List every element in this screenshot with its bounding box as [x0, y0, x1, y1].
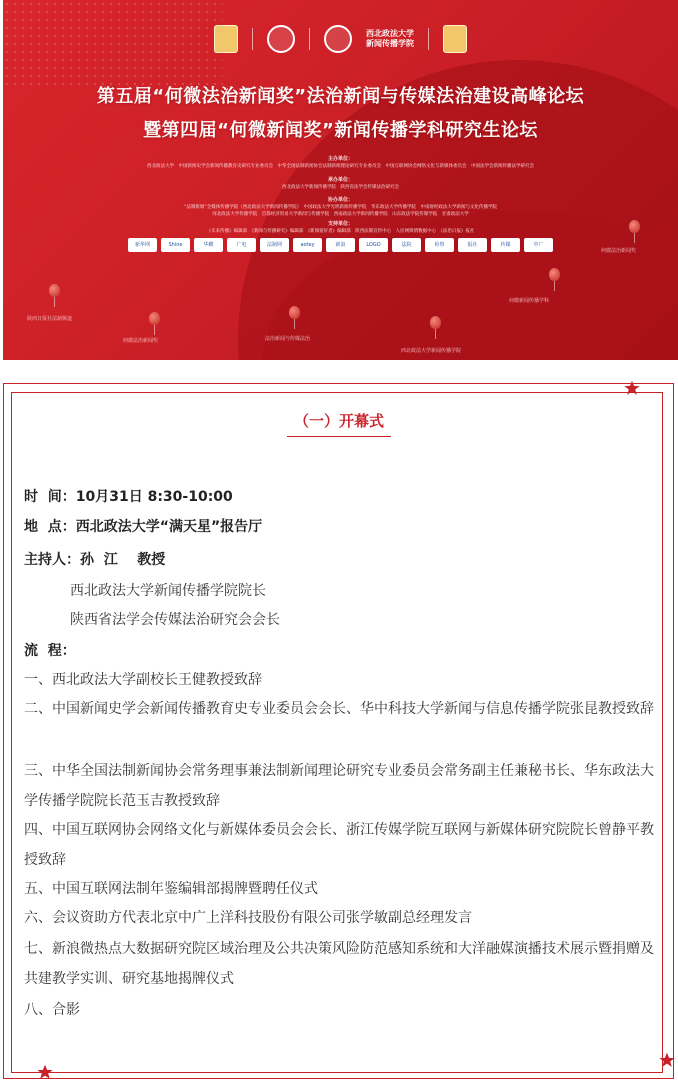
balloon-caption: 陕西日报社法制频道 — [27, 316, 73, 322]
host-row — [24, 545, 660, 575]
balloon-caption: 何微法治新闻奖 — [123, 338, 159, 344]
time-label: 时 间： — [24, 489, 76, 505]
sponsor-logo: 新华网 — [128, 238, 157, 252]
school-logo-text: 西北政法大学 新闻传播学院 — [366, 29, 414, 48]
agenda-item: 六、会议资助方代表北京中广上洋科技股份有限公司张学敏副总经理发言 — [24, 910, 472, 926]
banner-logos — [3, 24, 678, 54]
supporters-line: 《未来传播》编辑部 《新闻与传播研究》编辑部 《新闻爱好者》编辑部 陕西法制宣传中心 人民网舆情数据中心 《法治日报》报社 — [206, 229, 475, 234]
sponsor-logo: 新浪 — [326, 238, 355, 252]
time-row — [24, 482, 660, 512]
portrait-logo-icon — [443, 25, 467, 53]
balloon-caption: 西北政法大学新闻传播学院 — [401, 348, 462, 354]
sponsor-logo: 检察 — [425, 238, 454, 252]
balloon-caption: 何微法治新闻奖 — [601, 248, 637, 254]
sponsor-logo: Shine — [161, 238, 190, 252]
school-emblem-icon — [324, 25, 352, 53]
balloon-icon — [289, 306, 300, 319]
logo-divider — [309, 28, 310, 50]
sponsor-logo: 华麒 — [194, 238, 223, 252]
hosts-line: 西北政法大学新闻传播学院 陕西省法学会传媒法治研究会 — [282, 185, 399, 190]
supporters-heading: 支持单位： — [327, 221, 353, 227]
sponsor-logo: 广电 — [227, 238, 256, 252]
place-label: 地 点： — [24, 519, 76, 535]
logo-divider — [252, 28, 253, 50]
balloon-icon — [629, 220, 640, 233]
event-banner — [3, 0, 678, 360]
sponsor-logo: 中广 — [524, 238, 553, 252]
balloon-icon — [430, 316, 441, 329]
agenda-item: 五、中国互联网法制年鉴编辑部揭牌暨聘任仪式 — [24, 881, 318, 897]
organizers-block — [3, 156, 678, 170]
co-organizers-line: 河北政法大学传播学院 首都经济贸易大学新闻与传播学院 西南政法大学新闻传播学院 山东政法学院传媒学院 甘肃政法大学 — [212, 212, 469, 217]
organizers-heading: 主办单位： — [327, 156, 353, 162]
process-row — [24, 636, 660, 666]
sponsor-logo-row — [3, 238, 678, 252]
host-label: 主持人： — [24, 552, 80, 568]
place-row — [24, 512, 660, 542]
agenda-item: 一、西北政法大学副校长王健教授致辞 — [24, 672, 262, 688]
host-value: 孙 江 教授 — [80, 552, 166, 568]
supporters-block — [3, 221, 678, 235]
place-value: 西北政法大学“满天星”报告厅 — [75, 519, 263, 535]
hosts-block — [3, 177, 678, 191]
agenda-item: 七、新浪微热点大数据研究院区域治理及公共决策风险防范感知系统和大洋融媒演播技术展示暨捐赠及共建教学实训、研究基地揭牌仪式 — [24, 941, 654, 987]
sponsor-logo: 报社 — [458, 238, 487, 252]
agenda-item: 四、中国互联网协会网络文化与新媒体委员会会长、浙江传媒学院互联网与新媒体研究院院长曾静平教授致辞 — [24, 822, 654, 868]
star-icon — [624, 380, 640, 396]
university-seal-icon — [267, 25, 295, 53]
co-organizers-block — [3, 197, 678, 218]
balloon-caption: 法治新闻与传媒法治 — [265, 336, 311, 342]
star-icon — [659, 1052, 675, 1068]
balloon-icon — [149, 312, 160, 325]
organizers-line: 西北政法大学 中国新闻史学会新闻传播教育史研究专业委员会 中华全国法制新闻协会法制新闻理论研究专业委员会 中国互联网协会网络文化与新媒体委员会 中国法学会新闻传播法学研究会 — [147, 164, 534, 169]
portrait-logo-icon — [214, 25, 238, 53]
balloon-caption: 何微新闻传播学科 — [509, 298, 550, 304]
section-title: （一）开幕式 — [293, 412, 384, 430]
co-organizers-line: “法制新闻”全媒体传播学院（西北政法大学新闻传播学院） 中国政法大学光明新闻传播学院 华东政法大学传播学院 中南财经政法大学新闻与文化传播学院 — [184, 205, 497, 210]
host-title: 西北政法大学新闻传播学院院长 — [70, 583, 266, 599]
logo-divider — [428, 28, 429, 50]
section-title-underline — [287, 436, 391, 437]
sponsor-logo: aotey — [293, 238, 322, 252]
star-icon — [37, 1064, 53, 1080]
agenda-item: 二、中国新闻史学会新闻传播教育史专业委员会会长、华中科技大学新闻与信息传播学院张昆教授致辞 — [24, 701, 654, 717]
sponsor-logo: 传媒 — [491, 238, 520, 252]
agenda-item: 八、合影 — [24, 1002, 80, 1018]
sponsor-logo: 法院 — [392, 238, 421, 252]
sponsor-logo: 法制网 — [260, 238, 289, 252]
balloon-icon — [49, 284, 60, 297]
time-value: 10月31日 8:30-10:00 — [75, 489, 233, 505]
sponsor-logo: LOGO — [359, 238, 388, 252]
agenda-item: 三、中华全国法制新闻协会常务理事兼法制新闻理论研究专业委员会常务副主任兼秘书长、华东政法大学传播学院院长范玉吉教授致辞 — [24, 763, 654, 809]
co-organizers-heading: 协办单位： — [327, 197, 353, 203]
banner-title-line-2: 暨第四届“何微新闻奖”新闻传播学科研究生论坛 — [143, 120, 538, 141]
host-title: 陕西省法学会传媒法治研究会会长 — [70, 612, 280, 628]
hosts-heading: 承办单位： — [327, 177, 353, 183]
balloon-icon — [549, 268, 560, 281]
banner-title-line-1: 第五届“何微法治新闻奖”法治新闻与传媒法治建设高峰论坛 — [96, 86, 585, 107]
process-label: 流 程： — [24, 643, 76, 659]
